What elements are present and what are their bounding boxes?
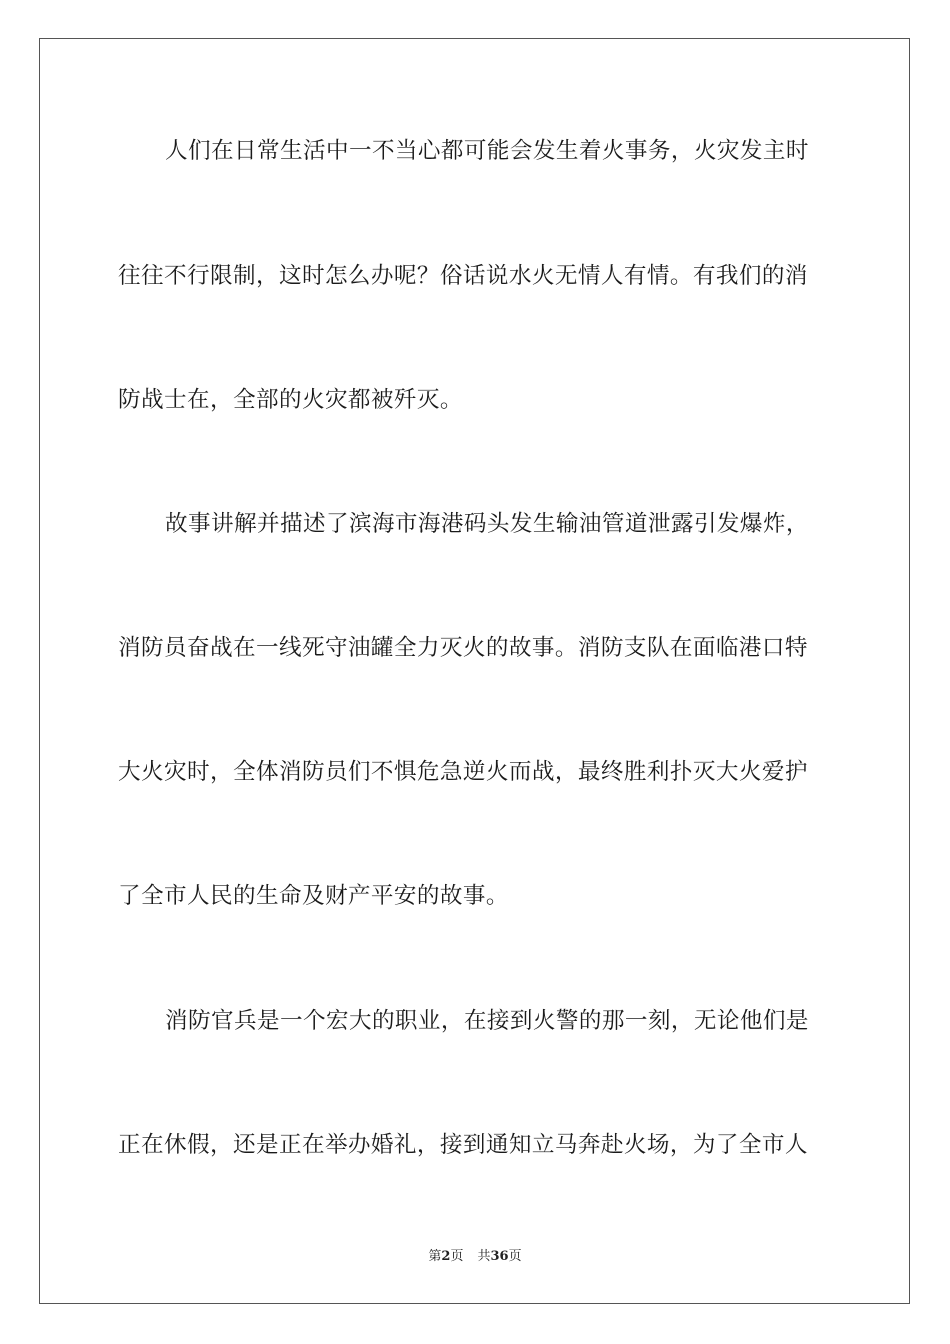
page-border bbox=[39, 38, 910, 1304]
paragraph-2-line-2: 消防员奋战在一线死守油罐全力灭火的故事。消防支队在面临港口特 bbox=[118, 635, 808, 661]
total-prefix: 共 bbox=[477, 1249, 491, 1264]
paragraph-2-line-4: 了全市人民的生命及财产平安的故事。 bbox=[118, 883, 509, 909]
page-footer bbox=[0, 1248, 950, 1266]
paragraph-1-line-1: 人们在日常生活中一不当心都可能会发生着火事务，火灾发主时 bbox=[165, 138, 809, 164]
paragraph-1-line-2: 往往不行限制，这时怎么办呢？俗话说水火无情人有情。有我们的消 bbox=[118, 263, 808, 289]
paragraph-1-line-3: 防战士在，全部的火灾都被歼灭。 bbox=[118, 387, 463, 413]
total-suffix: 页 bbox=[508, 1249, 522, 1264]
total-pages: 36 bbox=[490, 1249, 509, 1264]
paragraph-3-line-2: 正在休假，还是正在举办婚礼，接到通知立马奔赴火场，为了全市人 bbox=[118, 1132, 808, 1158]
paragraph-2-line-3: 大火灾时，全体消防员们不惧危急逆火而战，最终胜利扑灭大火爱护 bbox=[118, 759, 808, 785]
page-suffix: 页 bbox=[450, 1249, 464, 1264]
paragraph-3-line-1: 消防官兵是一个宏大的职业，在接到火警的那一刻，无论他们是 bbox=[165, 1008, 809, 1034]
page-prefix: 第 bbox=[428, 1249, 442, 1264]
page-number: 2 bbox=[441, 1249, 451, 1264]
paragraph-2-line-1: 故事讲解并描述了滨海市海港码头发生输油管道泄露引发爆炸， bbox=[165, 511, 809, 537]
